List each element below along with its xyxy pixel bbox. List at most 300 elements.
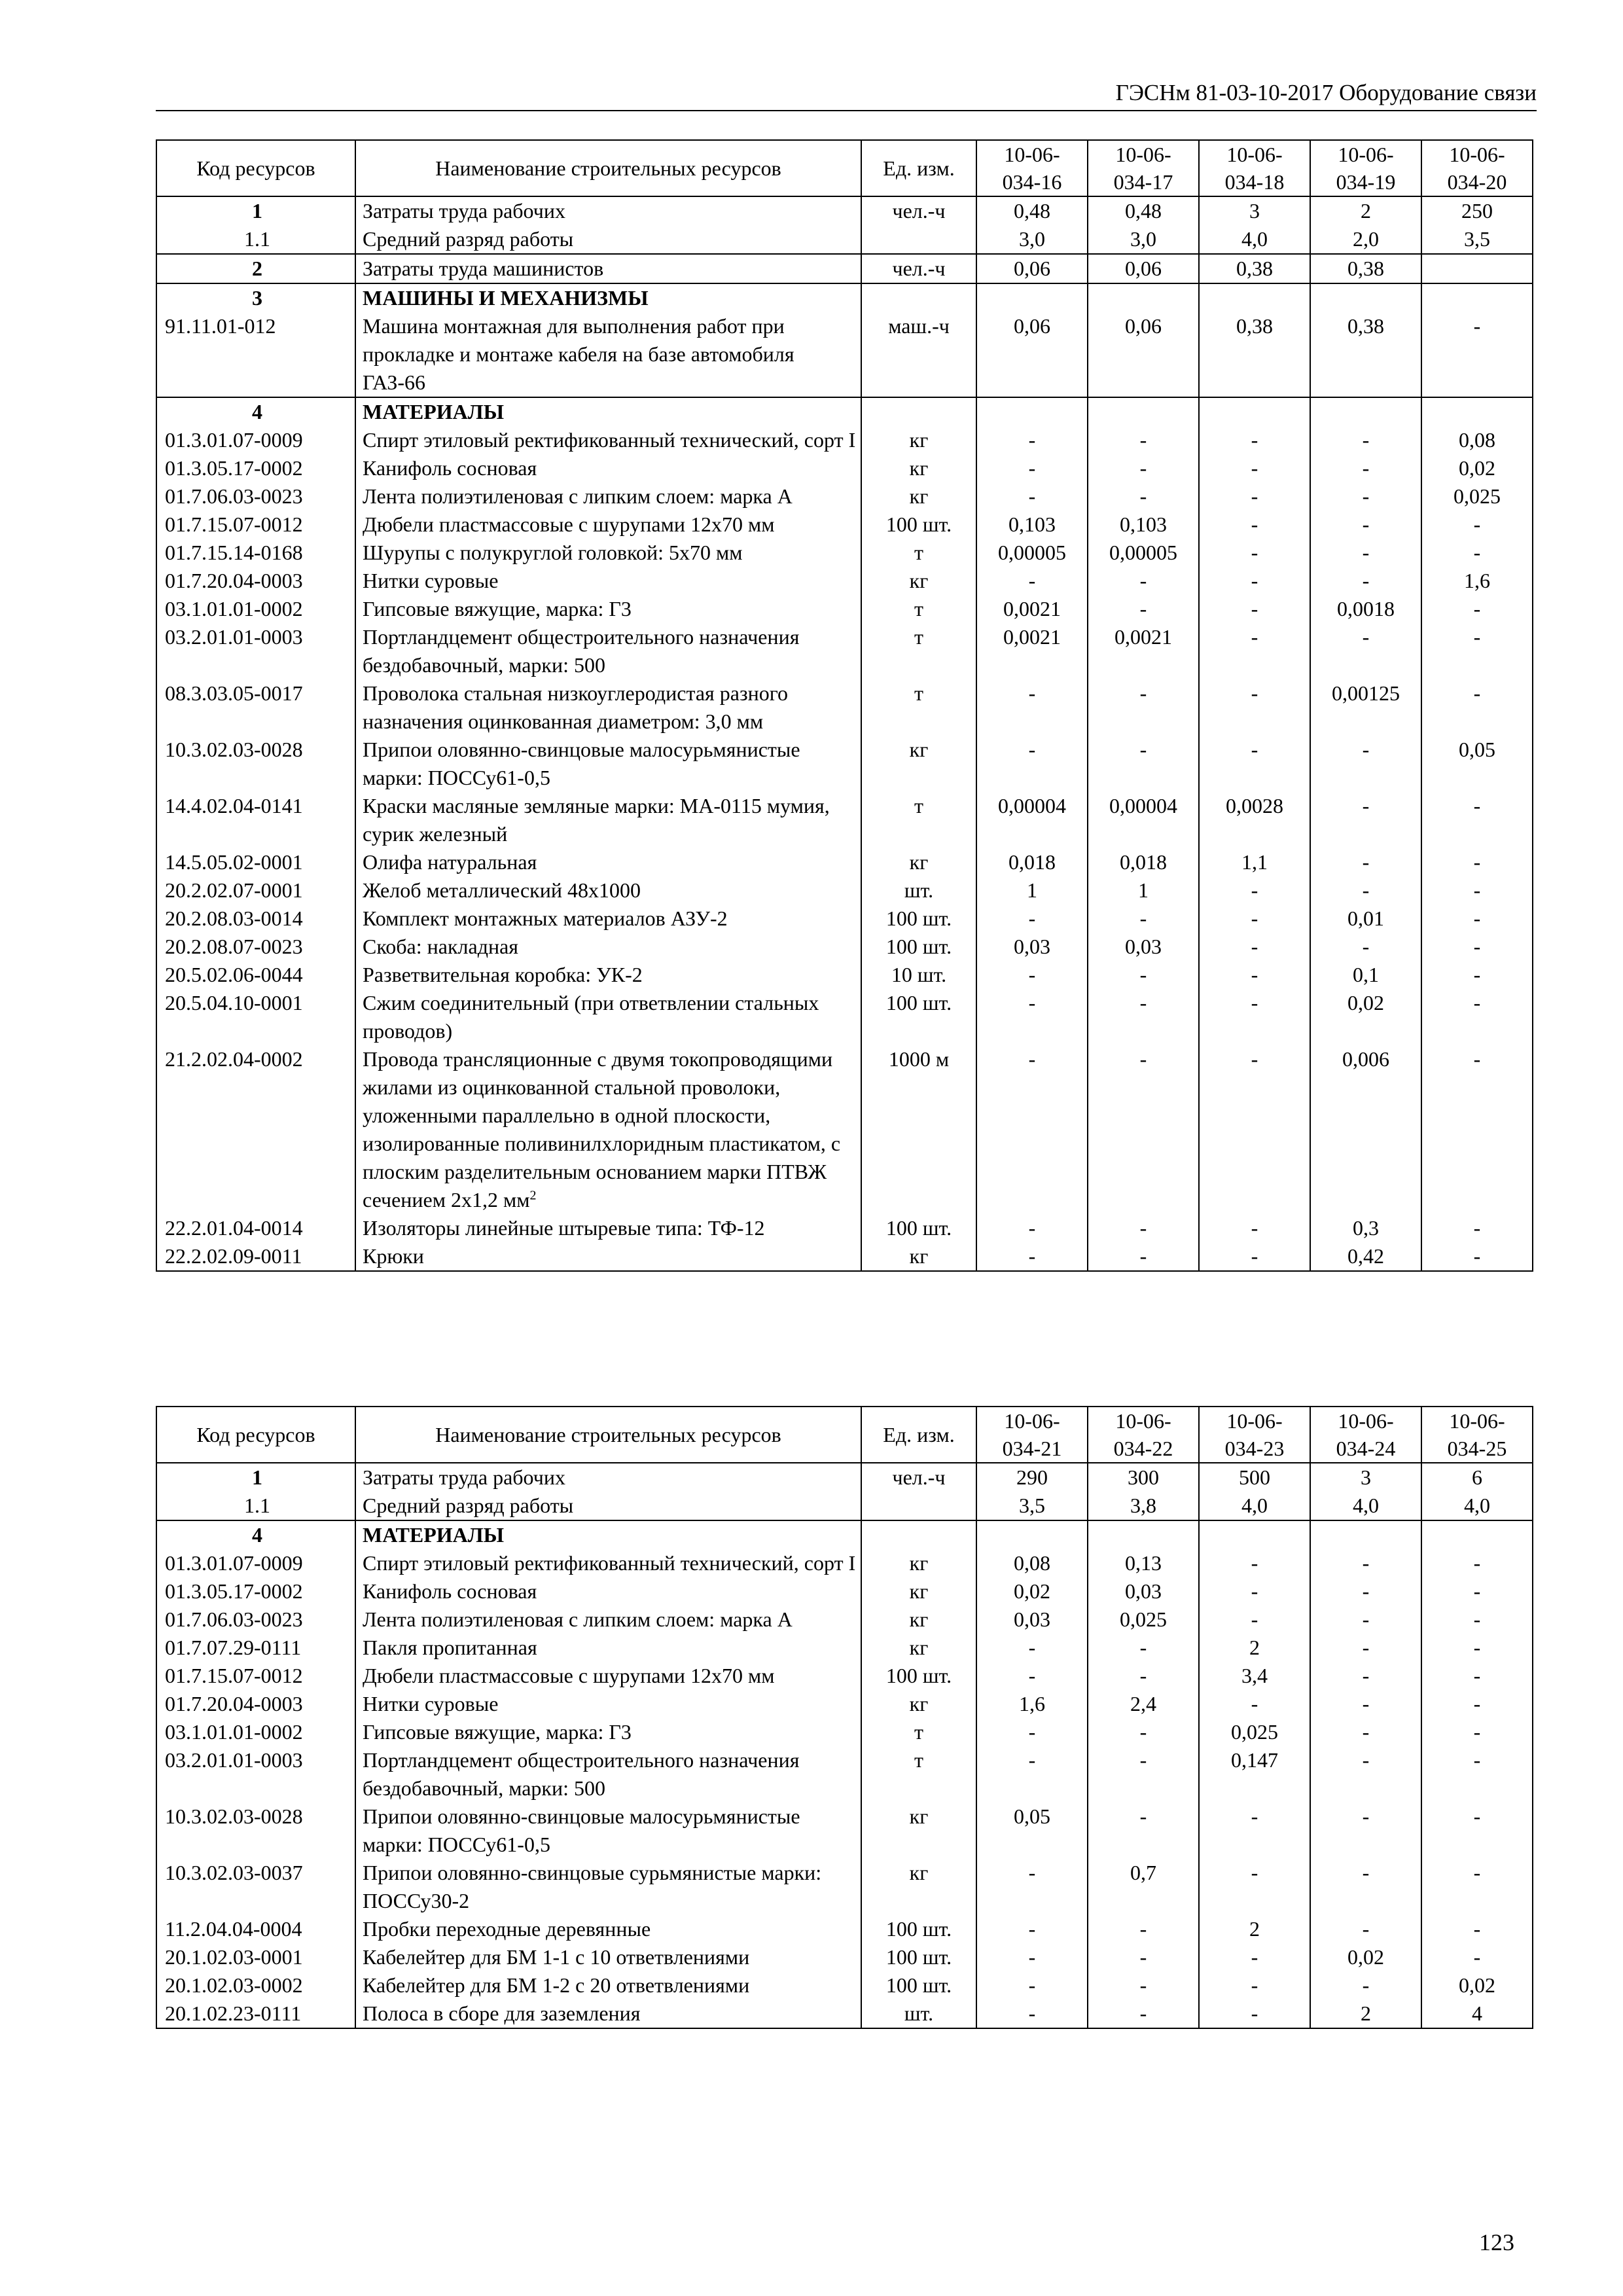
norm-value: - [976,1915,1088,1943]
norm-value: 0,13 [1088,1549,1199,1577]
norm-value: - [1199,961,1310,989]
norm-value: - [1088,679,1199,736]
norm-value: 0,00005 [976,539,1088,567]
norm-value: 0,38 [1310,254,1421,283]
norm-value: - [1088,1662,1199,1690]
document-title: ГЭСНм 81-03-10-2017 Оборудование связи [1115,80,1537,105]
resource-code: 01.7.20.04-0003 [156,1690,355,1718]
norm-value: - [1421,623,1533,679]
resource-code: 10.3.02.03-0037 [156,1859,355,1915]
table-row [156,254,1533,283]
norm-value: - [1421,539,1533,567]
norm-value: - [1421,1915,1533,1943]
norm-value: 500 [1199,1463,1310,1492]
resource-code: 03.2.01.01-0003 [156,623,355,679]
unit-of-measure: кг [861,1577,976,1605]
norm-value: 2 [1199,1915,1310,1943]
norm-value: - [1310,1718,1421,1746]
norm-value [1199,283,1310,312]
norm-value: 6 [1421,1463,1533,1492]
resource-name-text: Лента полиэтиленовая с липким слоем: марка А [363,1607,793,1631]
norm-value: - [1310,1662,1421,1690]
unit-of-measure: 100 шт. [861,1971,976,2000]
norm-value: 0,025 [1199,1718,1310,1746]
norm-value: - [1421,1718,1533,1746]
resource-name [355,1242,861,1271]
norm-value: 250 [1421,196,1533,225]
unit-of-measure [861,1492,976,1520]
norm-value: 0,0028 [1199,792,1310,848]
resource-name-text: Скоба: накладная [363,935,519,958]
norm-value: - [1421,961,1533,989]
table-row [156,426,1533,454]
norm-value: 4 [1421,2000,1533,2028]
norm-value: - [1310,876,1421,905]
resource-name-text: Припои оловянно-свинцовые малосурьмянистые марки: ПОССу61-0,5 [363,1804,800,1856]
column-header-code: Код ресурсов [156,1407,355,1463]
table-row [156,679,1533,736]
norm-value: - [976,1662,1088,1690]
norm-value: - [976,1971,1088,2000]
resource-name-text: Сжим соединительный (при ответвлении стальных проводов) [363,991,819,1043]
norm-value [1088,397,1199,426]
norm-value: - [1088,1045,1199,1214]
norm-value: - [1199,454,1310,482]
unit-of-measure [861,225,976,254]
norm-value: - [976,989,1088,1045]
norm-value: 0,48 [1088,196,1199,225]
norm-value: - [1421,1214,1533,1242]
norm-value: - [976,1859,1088,1915]
resource-name [355,511,861,539]
unit-of-measure: 100 шт. [861,1662,976,1690]
norm-value: 3 [1199,196,1310,225]
norm-value: - [1310,848,1421,876]
norm-value: - [1310,1746,1421,1803]
norm-value: 0,08 [976,1549,1088,1577]
norm-value: - [1088,1915,1199,1943]
table-row [156,961,1533,989]
table-row [156,1577,1533,1605]
norm-value: - [1199,989,1310,1045]
column-header-unit: Ед. изм. [861,1407,976,1463]
unit-of-measure: шт. [861,2000,976,2028]
norm-value: 3,8 [1088,1492,1199,1520]
table-row [156,2000,1533,2028]
norm-value: 2 [1310,196,1421,225]
resource-name [355,876,861,905]
resource-name-text: Гипсовые вяжущие, марка: Г3 [363,597,632,620]
norm-value: - [1199,679,1310,736]
resource-code: 3 [156,283,355,312]
resource-code: 21.2.02.04-0002 [156,1045,355,1214]
norm-value: - [1088,1746,1199,1803]
table-row [156,1746,1533,1803]
column-header-norm: 10-06- 034-16 [976,140,1088,196]
norm-value: 300 [1088,1463,1199,1492]
norm-value: 4,0 [1421,1492,1533,1520]
unit-of-measure: 100 шт. [861,1915,976,1943]
resource-name-text: Спирт этиловый ректификованный технический, сорт I [363,428,856,452]
norm-value [1199,397,1310,426]
resource-code: 10.3.02.03-0028 [156,736,355,792]
norm-value: 0,03 [976,933,1088,961]
table-row [156,1045,1533,1214]
resource-code: 20.1.02.23-0111 [156,2000,355,2028]
norm-value: - [1199,933,1310,961]
unit-of-measure: т [861,539,976,567]
norm-value: - [1199,595,1310,623]
unit-of-measure: т [861,595,976,623]
norm-value: - [1421,1605,1533,1634]
norm-value: 0,02 [1310,989,1421,1045]
resource-code: 01.7.06.03-0023 [156,482,355,511]
norm-value: - [1421,595,1533,623]
norm-value: 0,018 [1088,848,1199,876]
unit-of-measure: 100 шт. [861,905,976,933]
norm-value: - [1088,482,1199,511]
resource-code: 03.2.01.01-0003 [156,1746,355,1803]
norm-value: 0,7 [1088,1859,1199,1915]
norm-value: - [976,2000,1088,2028]
unit-of-measure: кг [861,1859,976,1915]
norm-value: - [1199,1690,1310,1718]
norm-value: - [1199,623,1310,679]
norm-value: 0,147 [1199,1746,1310,1803]
norm-value: - [1310,482,1421,511]
resource-name [355,1662,861,1690]
norm-value: - [976,1718,1088,1746]
unit-of-measure: кг [861,426,976,454]
unit-of-measure [861,283,976,312]
resource-code: 20.2.02.07-0001 [156,876,355,905]
unit-of-measure: кг [861,1549,976,1577]
norm-value [1088,283,1199,312]
norm-value: 0,025 [1421,482,1533,511]
norm-value: 0,38 [1199,254,1310,283]
resource-code: 4 [156,1520,355,1549]
norm-value: - [1421,1634,1533,1662]
norm-value: - [1199,1577,1310,1605]
norm-value: 0,006 [1310,1045,1421,1214]
resource-code: 01.7.15.07-0012 [156,511,355,539]
resource-code: 4 [156,397,355,426]
resource-name [355,679,861,736]
unit-of-measure: т [861,1718,976,1746]
resource-name-text: Средний разряд работы [363,1494,574,1517]
resource-name [355,482,861,511]
norm-value: - [1088,2000,1199,2028]
resource-name [355,1803,861,1859]
norm-value: 0,01 [1310,905,1421,933]
resource-name [355,539,861,567]
norm-value: 3 [1310,1463,1421,1492]
resource-table-1 [156,139,1533,1272]
norm-value: - [1088,989,1199,1045]
norm-value: 0,00005 [1088,539,1199,567]
norm-value: 1,6 [1421,567,1533,595]
table-row [156,1214,1533,1242]
resource-code: 03.1.01.01-0002 [156,595,355,623]
resource-name-text: Затраты труда рабочих [363,1465,565,1489]
norm-value: - [1310,539,1421,567]
resource-table-2 [156,1406,1533,2029]
resource-code: 2 [156,254,355,283]
page-header [156,77,1537,111]
table-row [156,1803,1533,1859]
resource-name [355,989,861,1045]
table-row [156,1605,1533,1634]
norm-value: - [1310,1549,1421,1577]
norm-value: 0,08 [1421,426,1533,454]
norm-value: - [1088,1971,1199,2000]
column-header-norm: 10-06- 034-25 [1421,1407,1533,1463]
resource-name-text: Изоляторы линейные штыревые типа: ТФ-12 [363,1216,765,1240]
norm-value: 3,5 [976,1492,1088,1520]
unit-of-measure: шт. [861,876,976,905]
norm-value: - [1310,426,1421,454]
norm-value: 0,02 [976,1577,1088,1605]
norm-value: - [1310,567,1421,595]
resource-code: 20.2.08.07-0023 [156,933,355,961]
norm-value: - [1088,595,1199,623]
norm-value [1310,397,1421,426]
unit-of-measure: кг [861,567,976,595]
resource-name-text: Средний разряд работы [363,227,574,251]
resource-name [355,454,861,482]
resource-name [355,595,861,623]
norm-value: 0,03 [1088,1577,1199,1605]
norm-value: 0,02 [1421,1971,1533,2000]
resource-name [355,1690,861,1718]
unit-of-measure: кг [861,736,976,792]
column-header-norm: 10-06- 034-24 [1310,1407,1421,1463]
norm-value: - [1199,567,1310,595]
norm-value: 1,1 [1199,848,1310,876]
norm-value: - [1421,905,1533,933]
resource-code: 01.7.20.04-0003 [156,567,355,595]
norm-value: - [976,1242,1088,1271]
resource-name-text: Припои оловянно-свинцовые сурьмянистые марки: ПОССу30-2 [363,1861,822,1912]
norm-value: 0,0021 [976,623,1088,679]
resource-code: 03.1.01.01-0002 [156,1718,355,1746]
norm-value: 0,03 [976,1605,1088,1634]
unit-of-measure: 100 шт. [861,1214,976,1242]
resource-name [355,1605,861,1634]
norm-value: 0,06 [1088,312,1199,397]
table-row [156,989,1533,1045]
norm-value: - [1199,1859,1310,1915]
table-row [156,1859,1533,1915]
norm-value: - [976,1943,1088,1971]
norm-value: - [1088,1718,1199,1746]
resource-name [355,225,861,254]
norm-value: 3,0 [1088,225,1199,254]
norm-value: 0,0018 [1310,595,1421,623]
resource-code: 01.3.01.07-0009 [156,1549,355,1577]
table-row [156,312,1533,397]
column-header-norm: 10-06- 034-22 [1088,1407,1199,1463]
resource-code: 20.5.04.10-0001 [156,989,355,1045]
norm-value: 2 [1310,2000,1421,2028]
unit-of-measure: 10 шт. [861,961,976,989]
norm-value: - [1088,567,1199,595]
resource-code: 01.7.15.14-0168 [156,539,355,567]
resource-code: 22.2.02.09-0011 [156,1242,355,1271]
resource-name-text: Кабелейтер для БМ 1-2 с 20 ответвлениями [363,1973,750,1997]
norm-value: - [1421,1045,1533,1214]
norm-value: - [1310,933,1421,961]
table-row [156,397,1533,426]
column-header-name: Наименование строительных ресурсов [355,1407,861,1463]
norm-value: - [1199,1971,1310,2000]
norm-value: - [1421,1242,1533,1271]
norm-value: 0,48 [976,196,1088,225]
norm-value: 2,4 [1088,1690,1199,1718]
resource-name [355,312,861,397]
resource-name-text: Кабелейтер для БМ 1-1 с 10 ответвлениями [363,1945,750,1969]
resource-code: 01.7.07.29-0111 [156,1634,355,1662]
norm-value: 0,38 [1310,312,1421,397]
norm-value: 0,03 [1088,933,1199,961]
norm-value: 1 [976,876,1088,905]
table-row [156,876,1533,905]
norm-value: 0,06 [976,254,1088,283]
norm-value: - [1421,1859,1533,1915]
resource-name-text: Шурупы с полукруглой головкой: 5х70 мм [363,541,743,564]
resource-name [355,1943,861,1971]
norm-value: - [1310,454,1421,482]
norm-value: - [976,1746,1088,1803]
unit-of-measure: 1000 м [861,1045,976,1214]
norm-value [1421,254,1533,283]
resource-name [355,1746,861,1803]
norm-value [1199,1520,1310,1549]
norm-value: - [1310,1577,1421,1605]
resource-name-text: Комплект монтажных материалов АЗУ-2 [363,906,728,930]
unit-of-measure: кг [861,1803,976,1859]
table-header-row [156,140,1533,196]
unit-of-measure: кг [861,1634,976,1662]
norm-value: - [1088,426,1199,454]
unit-of-measure: т [861,623,976,679]
resource-name-text: Крюки [363,1244,424,1268]
norm-value: - [1088,454,1199,482]
resource-name-text: Полоса в сборе для заземления [363,2001,641,2025]
resource-code: 1.1 [156,1492,355,1520]
resource-name [355,1492,861,1520]
resource-name [355,196,861,225]
norm-value: - [1310,1690,1421,1718]
resource-name-text: Нитки суровые [363,1692,499,1715]
table-row [156,1520,1533,1549]
unit-of-measure [861,397,976,426]
table-row [156,1971,1533,2000]
table-row [156,539,1533,567]
resource-code: 91.11.01-012 [156,312,355,397]
norm-value: 0,103 [1088,511,1199,539]
resource-code: 20.1.02.03-0002 [156,1971,355,2000]
resource-name [355,1577,861,1605]
table-row [156,1690,1533,1718]
norm-value: 0,0021 [976,595,1088,623]
column-header-norm: 10-06- 034-17 [1088,140,1199,196]
resource-code: 20.5.02.06-0044 [156,961,355,989]
norm-value: - [1199,482,1310,511]
resource-name [355,1045,861,1214]
norm-value: 0,38 [1199,312,1310,397]
table-row [156,283,1533,312]
norm-value: 0,1 [1310,961,1421,989]
table-row [156,482,1533,511]
norm-value: - [1421,989,1533,1045]
table-row [156,196,1533,225]
resource-name [355,905,861,933]
resource-name-text: Дюбели пластмассовые с шурупами 12х70 мм [363,512,775,536]
unit-of-measure [861,1520,976,1549]
unit-of-measure: кг [861,1605,976,1634]
unit-of-measure: кг [861,1690,976,1718]
norm-value: - [1310,792,1421,848]
norm-value: - [1310,1971,1421,2000]
norm-value: - [1421,1690,1533,1718]
resource-name [355,1859,861,1915]
table-row [156,567,1533,595]
resource-name-text: Разветвительная коробка: УК-2 [363,963,643,986]
norm-value: - [1199,426,1310,454]
resource-code: 01.3.01.07-0009 [156,426,355,454]
norm-value: - [1088,1943,1199,1971]
table-row [156,454,1533,482]
resource-code: 01.3.05.17-0002 [156,1577,355,1605]
norm-value: 0,025 [1088,1605,1199,1634]
norm-value: - [1088,961,1199,989]
norm-value: 3,4 [1199,1662,1310,1690]
table-row [156,848,1533,876]
table-row [156,792,1533,848]
resource-code: 01.7.06.03-0023 [156,1605,355,1634]
norm-value: 0,00004 [1088,792,1199,848]
norm-value: 0,3 [1310,1214,1421,1242]
norm-value: - [1199,1549,1310,1577]
norm-value: 4,0 [1310,1492,1421,1520]
column-header-norm: 10-06- 034-18 [1199,140,1310,196]
norm-value: - [1199,876,1310,905]
norm-value: - [1421,1577,1533,1605]
resource-name-text: Пробки переходные деревянные [363,1917,651,1941]
resource-name-text: Канифоль сосновая [363,1579,537,1603]
resource-name [355,1549,861,1577]
resource-name-text: Лента полиэтиленовая с липким слоем: марка А [363,484,793,508]
norm-value: - [1421,679,1533,736]
resource-name [355,1214,861,1242]
norm-value: 0,00004 [976,792,1088,848]
norm-value [1088,1520,1199,1549]
unit-of-measure: чел.-ч [861,254,976,283]
resource-code: 22.2.01.04-0014 [156,1214,355,1242]
norm-value: 0,103 [976,511,1088,539]
norm-value: - [1421,1943,1533,1971]
resource-name [355,1463,861,1492]
unit-of-measure: кг [861,482,976,511]
norm-value: - [1088,1803,1199,1859]
norm-value: 0,05 [1421,736,1533,792]
norm-value: 1,6 [976,1690,1088,1718]
resource-name-text: Гипсовые вяжущие, марка: Г3 [363,1720,632,1744]
resource-name [355,254,861,283]
table-row [156,1915,1533,1943]
norm-value: - [1199,511,1310,539]
